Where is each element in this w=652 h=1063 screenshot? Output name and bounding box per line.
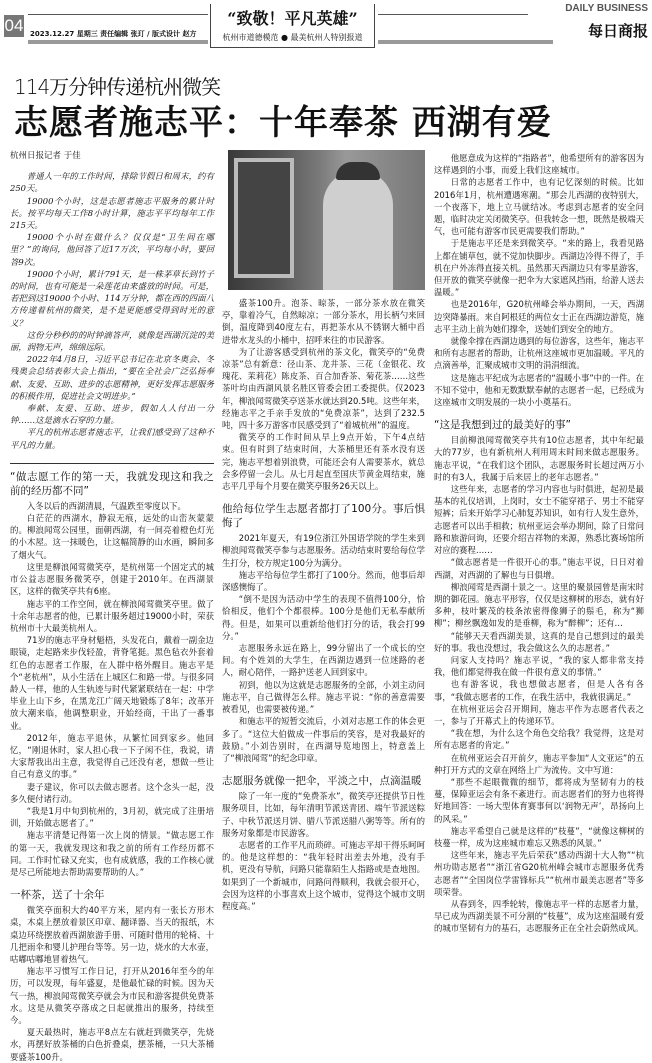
paragraph: 为了让游客感受到杭州的茶文化，微笑亭的“免费凉茶”总有新意：径山茶、龙井茶、三花（金银花、玫瑰花、茉莉花）陈皮茶、百合加香茶、菊花茶……这些茶叶均由西湖风景名胜区管委会团工委提供。仅2023年，柳浪闻莺微笑亭送茶水就达到20.5吨。这些年来，经施志平之手亲手发放的“免费凉茶”，达到了232.5吨，四十多万游客市民感受到了“着城杭州”的温度。 (222, 346, 425, 431)
paragraph: 微笑亭的工作时间从早上9点开始，下午4点结束。但有时到了结束时间，大茶桶里还有茶水没有送完，施志平想着别浪费，可能还会有人需要茶水，就总会多停留一会儿。从七月起直至国庆节黄金周结束，施志平几乎每个月要在微笑亭服务26天以上。 (222, 432, 425, 492)
section-heading: 志愿服务就像一把伞，平淡之中，点滴温暖 (222, 775, 422, 788)
paragraph: “我在想，为什么这个角色交给我？我觉得，这是对所有志愿者的肯定。” (434, 728, 644, 751)
intro-paragraph: 普通人一年的工作时间，排除节假日和周末，约有250天。 (10, 171, 214, 194)
paragraph: 目前柳浪闻莺微笑亭共有10位志愿者，其中年纪最大的77岁，也有新杭州人利用周末时间来做志愿服务。施志平说，“在我们这个团队，志愿服务时长超过两万小时的有3人，我属于后来居上的老年志愿者。” (434, 435, 644, 482)
paragraph: 入冬以后的西湖清晨，气温跌至零度以下。 (26, 500, 186, 511)
page-header (0, 0, 652, 50)
paragraph: 2012年，施志平退休，从繁忙回到家乡。他回忆，“刚退休时，家人担心我一下子闲不住，我说，请大家帮我出出主意，我觉得自己还没有老，想做一些让自己有意义的事。” (10, 732, 214, 780)
paragraph: 施志平给每位学生都打了100分。然而，他事后却深感懊悔了。 (222, 569, 425, 593)
paragraph: “能够天天看西湖美景，这真的是自己想到过的最美好的事。我也没想过，我会做这么久的志愿者。” (434, 630, 644, 653)
intro-paragraph: 19000个小时在做什么？仅仅是“卫生间在哪里？”的询问，他回答了近17万次，平均每小时，要回答9次。 (10, 232, 214, 267)
paragraph: “那些不起眼微微的细节，都将成为坚韧有力的枝蔓，保障亚运会有条不紊进行。而志愿者们的努力也将得好地回答：一场大型体育赛事何以‘润物无声’，昂扬向上的风采。” (434, 776, 644, 824)
column-badge (210, 4, 375, 48)
photo-person (323, 170, 393, 290)
paragraph: 志愿者的工作平凡而琐碎。可施志平却干得乐呵呵的。他是这样想的：“我年轻时出差去外地，没有手机，更没有导航，问路只能靠陌生人指路或是查地图。如果到了一个新城市，问路问得顺利，我就会很开心，会因为这样的小事喜欢上这个城市，觉得这个城市文明程度高。” (222, 839, 425, 911)
paragraph: 和施志平的短暂交流后，小刘对志愿工作的体会更多了。“这位大伯做成一件事后的笑容，是对我最好的鼓励。”小刘告别时，在西湖导览地图上，特意盖上了“柳浪闻莺”的纪念印章。 (222, 716, 425, 763)
brand-english: DAILY BUSINESS (565, 3, 648, 14)
intro-paragraph: 奉献、友爱、互助、进步，假如人人付出一分钟……这是滴水石穿的力量。 (10, 403, 214, 426)
paragraph: 从春到冬，四季轮转，像施志平一样的志愿者力量，早已成为西湖美景不可分割的“枝蔓”，成为这座温暖有爱的城市坚韧有力的基石，志愿服务正在全社会蔚然成风。 (434, 898, 644, 934)
paragraph: 施志平希望自己就是这样的“枝蔓”，“就像这柳树的枝蔓一样，成为这座城市难忘又熟悉的风景。” (434, 825, 644, 848)
paragraph: 也有游客说，我也想做志愿者，但是人各有各事，“我做志愿者的工作，在我生活中，我就很满足。” (434, 679, 644, 702)
paragraph: 在杭州亚运会召开前夕，施志平参加“人文亚运”的五种打开方式的文章在网络上广为流传。文中写道： (434, 752, 644, 775)
intro-paragraph: 这份分秒秒的的时钟滴答声，就像是西湖沉淀的美丽，润物无声，绵绵远际。 (10, 329, 214, 353)
paragraph: 初到，他以为这就是志愿服务的全部，小刘主动问施志平，自己做得怎么样。施志平说：“你的善意需要被看见，也需要被传递。” (222, 679, 425, 715)
paragraph: “做志愿者是一件很开心的事。”施志平说，日日对着西湖，对西湖的了解也与日俱增。 (434, 557, 644, 580)
section-heading: 一杯茶，送了十余年 (10, 889, 105, 902)
paragraph: 他愿意成为这样的“指路者”，他希望所有的游客因为这样遇到的小事，而爱上我们这座城市。 (434, 153, 644, 176)
intro-paragraph: 19000个小时，这是志愿者施志平服务的累计时长。按平均每天工作8小时计算，施志平平均每年工作215天。 (10, 195, 214, 231)
section-heading: “这是我想到过的最美好的事” (434, 419, 571, 432)
paragraph: 这些年来，志愿者的学习内容也与时俱进，起初是最基本的礼仪培训，上岗时，女士不能穿裙子、男士不能穿短裤；后来开始学习心肺复苏知识，如有行人发生意外，志愿者可以出手相救；杭州亚运会举办期间，除了日常问路和旅游问询，还要介绍吉祥物的来源，熟悉比赛场馆所对应的赛程…… (434, 484, 644, 556)
paragraph: 71岁的施志平身材魁梧，头发花白，戴着一副金边眼镜，走起路来步伐轻盈，背脊笔挺。黑色毡衣外套着红色的志愿者工作服，在人群中格外醒目。施志平是个“老杭州”，从小生活在上城区仁和路一带。与很多同龄人一样，他的人生轨迹与时代紧紧联结在一起：中学毕业上山下乡，在黑龙江广阔天地锻炼了8年；改革开放大潮来临，他调整职业，开始经商，干出了一番事业。 (10, 635, 214, 731)
paragraph: 这里是柳浪闻莺微笑亭，是杭州第一个固定式的城市公益志愿服务微笑亭，创建于2010年。在西湖景区，这样的微笑亭共有6座。 (10, 561, 214, 597)
article-headline: 志愿者施志平：十年奉茶 西湖有爱 (14, 103, 552, 143)
byline: 杭州日报记者 于佳 (10, 151, 81, 161)
paragraph: 施志平习惯写工作日记，打开从2016年至今的年历，可以发现，每年盛夏，是他最忙碌的时候。因为天气一热，柳浪闻莺微笑亭就会为市民和游客提供免费茶水。这是从微笑亭落成之日起就推出的服务，持续至今。 (10, 966, 214, 1025)
photo-frame (234, 158, 294, 278)
paragraph: “我是1月中旬到杭州的，3月初，就完成了注册培训，开始做志愿者了。” (10, 805, 214, 829)
header-rule (28, 14, 208, 15)
paragraph: 柳浪闻莺是西湖十景之一。这里的聚景园曾是南宋时期的御花园。施志平形容，仅仅是这柳树的形态，就有好多种，枝叶繁茂的枝条浓密得像狮子的鬃毛，称为“狮柳”；柳丝飘逸如发的是垂柳，称为“醉柳”；还有… (434, 581, 644, 629)
paragraph: 日常的志愿者工作中，也有记忆深刻的时候。比如2016年1月，杭州遭遇寒潮。“那会儿西湖的夜特别大，一个夜落下，地上立马就结冰。考虑到志愿者的安全问题，临时决定关闭微笑亭。但我转念一想，既然是极端天气，也可能有游客市民更需要我们帮助。” (434, 177, 644, 237)
intro-paragraph: 19000个小时，累计791天，是一株茅草长到竹子的时间，也有可能是一朵莲花由来盛放的时间。可是，若把到这19000个小时、114万分钟，都在西的四面八方传递着杭州的微笑，是不是更能感受得到时光的意义？ (10, 268, 214, 328)
paragraph: 问家人支持吗？施志平说，“我的家人都非常支持我，他们都觉得我在做一件很有意义的事情。” (434, 654, 644, 678)
paragraph: 也是2016年，G20杭州峰会举办期间，一天，西湖边突降暴雨。来自阿根廷的两位女士正在西湖边游览，施志平主动上前为她们撑伞，送她们到安全的地方。 (434, 299, 644, 334)
header-rule (378, 14, 528, 15)
page-number: 04 (4, 16, 24, 35)
paragraph: 这些年来，施志平先后荣获“感动西湖十大人物”“杭州功勋志愿者”“浙江省G20杭州峰会城市志愿服务优秀志愿者”“全国岗位学雷锋标兵”“杭州市最美志愿者”等多项荣誉。 (434, 850, 644, 897)
paragraph: 白茫茫的西湖水，静寂无痕，远处的山峦灰蒙蒙的。柳浪闻莺公园里，面朝西湖，有一间亮着橙色灯光的小木屋。这一抹暖色，让这幅简静的山水画，瞬间多了烟火气。 (10, 513, 214, 560)
paragraph: 施志平清楚记得第一次上岗的情景。“做志愿工作的第一天，我就发现这和我之前的所有工作经历都不同。工作时忙碌又充实，也有成就感，我的工作核心就是尽己所能地去帮助需要帮助的人。” (10, 830, 214, 877)
paragraph: 微笑亭面积大约40平方米，屋内有一张长方形木桌，木桌上摆放着景区印章、翻译器、当天的报纸，木桌边环绕摆放着西湖旅游手册、可随时借用的轮椅、十几把雨伞和婴儿护理台等等。另一边，烧水的大水壶，咕嘟咕嘟地冒着热气。 (10, 905, 214, 964)
header-bar (378, 40, 553, 44)
paragraph: 于是施志平还是来到微笑亭。“来的路上，我看见路上都在铺草包，就不觉加快脚步。西湖边冷得不得了，手机在户外冻得直接关机。虽然那天西湖边只有零星游客，但开放的微笑亭就像一把伞为大家遮风挡雨，给游人送去温暖。” (434, 238, 644, 298)
intro-paragraph: 平凡的杭州志愿者施志平，让我们感受到了这种不平凡的力量。 (10, 427, 214, 450)
column-subtitle: 杭州市道德模范 ● 最美杭州人特别报道 (222, 33, 363, 42)
right-column (434, 152, 644, 1024)
middle-column (222, 297, 425, 1024)
issue-meta: 2023.12.27 星期三 责任编辑 张玎 / 版式设计 赵方 (30, 30, 197, 38)
section-heading: “做志愿工作的第一天，我就发现这和我之前的经历都不同” (10, 470, 214, 497)
header-bar (28, 40, 208, 44)
section-heading: 他给每位学生志愿者都打了100分。事后惧悔了 (222, 503, 425, 530)
paragraph: 盛茶100升。泡茶、晾茶，一部分茶水放在微笑亭，靠着冷气，自然晾凉；一部分茶水，用长柄勺来回倒，温度降到40度左右，再把茶水从不锈钢大桶中舀进带水龙头的小桶中，招呼来往的市民游客。 (222, 298, 425, 345)
paragraph: 在杭州亚运会召开期间，施志平作为志愿者代表之一，参与了开幕式上的传递环节。 (434, 703, 644, 726)
intro-box (10, 170, 214, 451)
paragraph: 2021年夏天，有19位浙江外国语学院的学生来到柳浪闻莺微笑亭参与志愿服务。活动结束时要给每位学生打分，校方规定100分为满分。 (222, 533, 425, 568)
intro-paragraph: 2022年4月8日，习近平总书记在北京冬奥会、冬残奥会总结表彰大会上指出，“要在全社会广泛弘扬奉献、友爱、互助、进步的志愿精神，更好发挥志愿服务的积极作用，促进社会文明进步。” (10, 354, 214, 401)
paragraph: “倒不是因为活动中学生的表现不值得100分，恰恰相反，他们个个都很棒。100分是他们无私奉献所得。但是，如果可以重新给他们打分的话，我会打99分。” (222, 594, 425, 641)
paragraph: 这是施志平纪成为志愿者的“温暖小事”中的一件。在不知不觉中，他和无数默默奉献的志愿者一起，已经成为这座城市文明发展的一块小小奠基石。 (434, 372, 644, 408)
photo-cap (336, 162, 380, 180)
paragraph: 夏天最热时，施志平8点左右就赶到微笑亭，先烧水，再摆好放茶桶的白色折叠桌，摆茶桶，一只大茶桶要盛茶100升。 (10, 1027, 214, 1062)
left-sections (10, 470, 214, 1063)
column-title: “致敬！平凡英雄” (227, 9, 358, 28)
paragraph: 妻子建议，你可以去做志愿者。这个念头一起，没多久便付诸行动。 (10, 781, 214, 804)
divider (10, 463, 214, 464)
article-kicker: 114万分钟传递杭州微笑 (14, 75, 221, 99)
paragraph: 就像伞撑在西湖边遇到的每位游客，这些年，施志平和所有志愿者的帮助，让杭州这座城市更加温暖。平凡的点滴善举，汇聚成城市文明的涓涓细流。 (434, 336, 644, 371)
paragraph: 志愿服务永远在路上，99分留出了一个成长的空间。有个姓刘的大学生，在西湖边遇到一位迷路的老人，耐心陪伴，一路护送老人回到家中。 (222, 643, 425, 678)
portrait-photo (228, 150, 425, 290)
brand-logo: 每日商报 (587, 22, 648, 40)
paragraph: 除了一年一度的“免费茶水”，微笑亭还提供节日性服务项目，比如，每年清明节派送青团、端午节派送粽子、中秋节派送月饼、腊八节派送腊八粥等等。所有的服务对象都是市民游客。 (222, 791, 425, 838)
paragraph: 施志平的工作空间，就在柳浪闻莺微笑亭里。做了十余年志愿者的他，已累计服务超过19000小时，荣获杭州市十大最美杭州人。 (10, 598, 214, 633)
left-column (10, 150, 214, 1062)
